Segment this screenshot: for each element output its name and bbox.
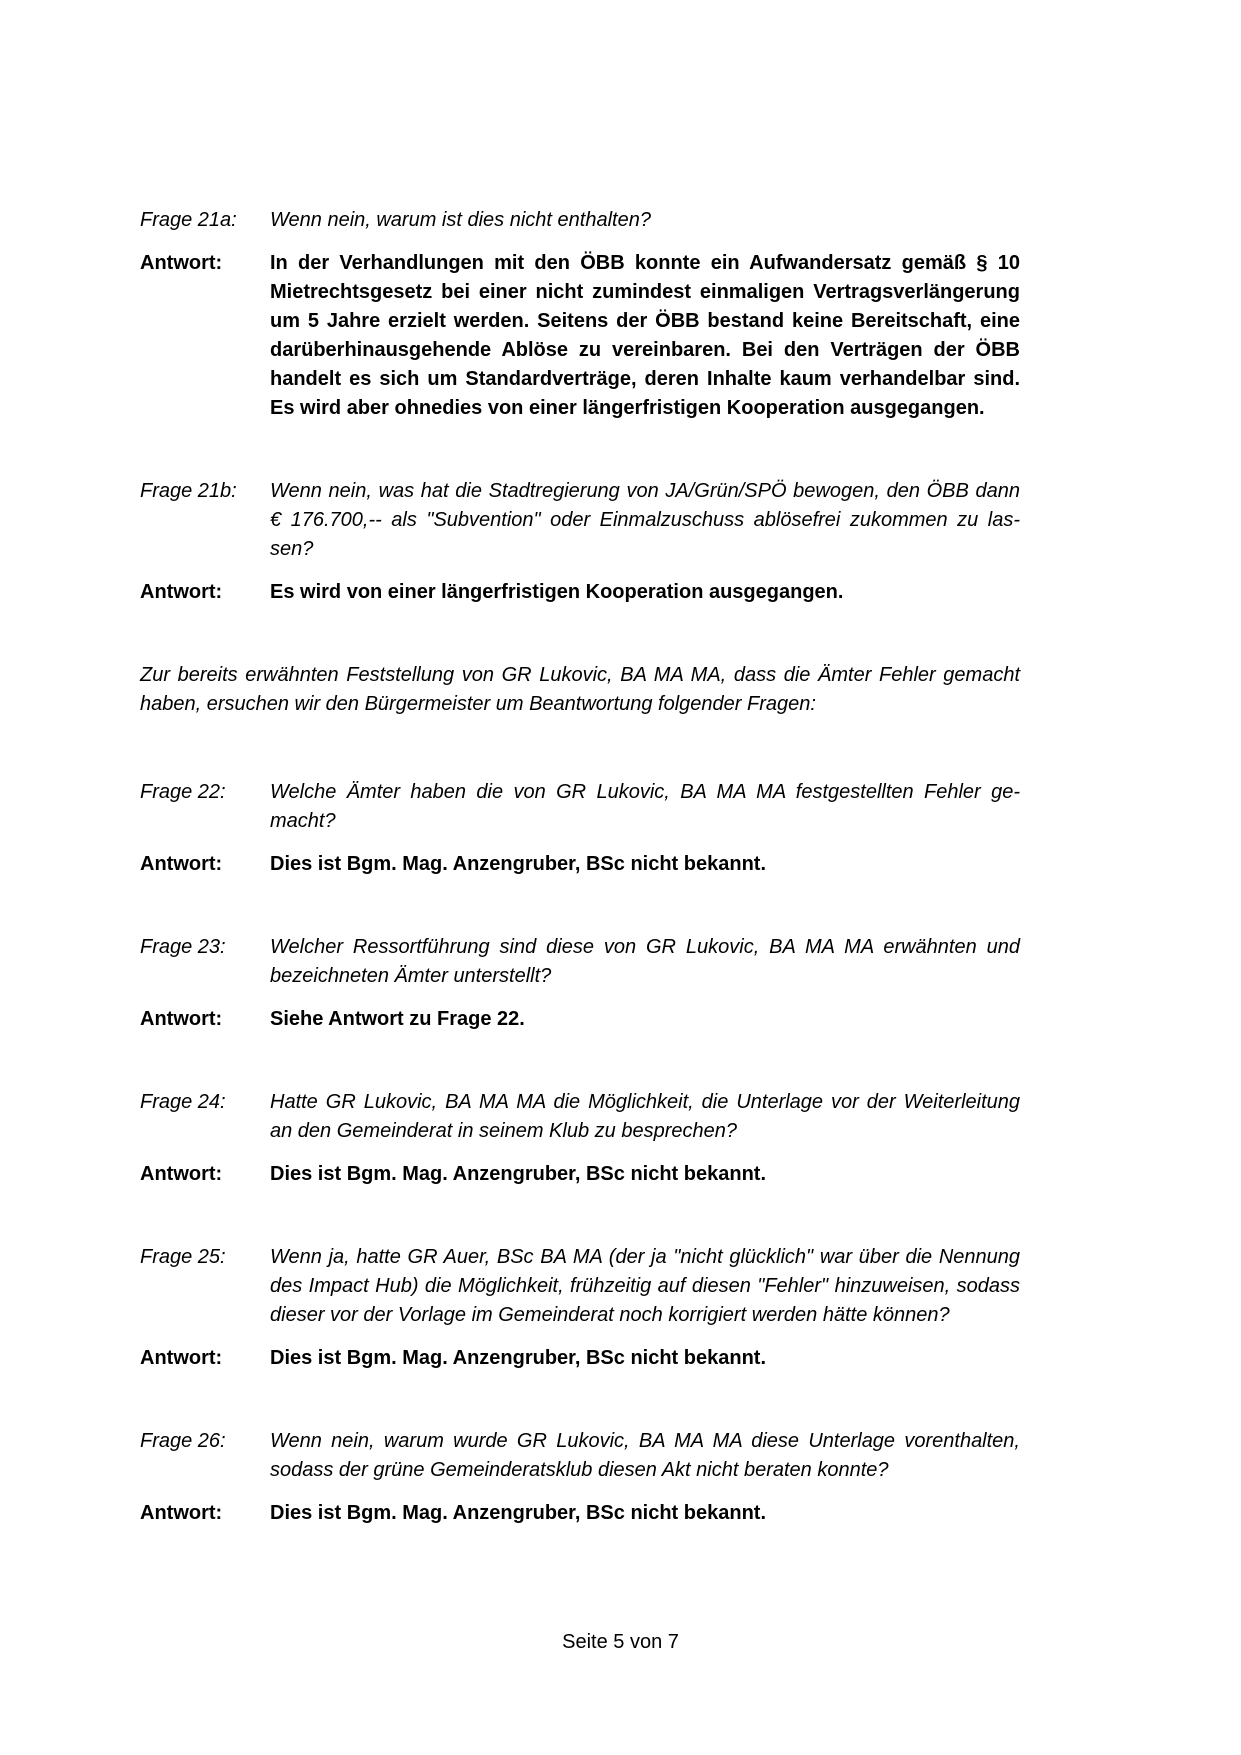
text-line: Dies ist Bgm. Mag. Anzengruber, BSc nicht bekannt. xyxy=(270,1163,767,1185)
question-label: Frage 22: xyxy=(140,781,226,803)
answer-text xyxy=(270,1160,1020,1189)
intro-paragraph xyxy=(140,661,1020,719)
text-line: sen? xyxy=(270,538,314,560)
qa-row xyxy=(140,1088,1020,1146)
answer-label: Antwort: xyxy=(140,1163,223,1185)
qa-row xyxy=(140,778,1020,836)
text-line: macht? xyxy=(270,810,336,832)
text-line: Mietrechtsgesetz bei einer nicht zumindest einmaligen Vertragsverlängerung xyxy=(270,281,1020,303)
text-line: handelt es sich um Standardverträge, deren Inhalte kaum verhandelbar sind. xyxy=(270,368,1020,390)
text-line: dieser vor der Vorlage im Gemeinderat noch korrigiert werden hätte können? xyxy=(270,1304,950,1326)
text-line: sodass der grüne Gemeinderatsklub diesen Akt nicht beraten konnte? xyxy=(270,1459,889,1481)
qa-row xyxy=(140,1344,1020,1373)
answer-label: Antwort: xyxy=(140,252,223,274)
question-text xyxy=(140,661,1020,719)
answer-label: Antwort: xyxy=(140,1008,223,1030)
text-line: Wenn nein, warum wurde GR Lukovic, BA MA MA diese Unterlage vorenthalten, xyxy=(270,1430,1020,1452)
question-label: Frage 25: xyxy=(140,1246,226,1268)
qa-row xyxy=(140,933,1020,991)
text-line: Hatte GR Lukovic, BA MA MA die Möglichkeit, die Unterlage vor der Weiterleitung xyxy=(270,1091,1020,1113)
qa-row xyxy=(140,1427,1020,1485)
text-line: Dies ist Bgm. Mag. Anzengruber, BSc nicht bekannt. xyxy=(270,1347,767,1369)
question-text xyxy=(270,206,1020,235)
text-line: Dies ist Bgm. Mag. Anzengruber, BSc nicht bekannt. xyxy=(270,853,767,875)
text-line: Welcher Ressortführung sind diese von GR Lukovic, BA MA MA erwähnten und xyxy=(270,936,1020,958)
question-label: Frage 21a: xyxy=(140,209,237,231)
text-line: an den Gemeinderat in seinem Klub zu besprechen? xyxy=(270,1120,737,1142)
text-line: um 5 Jahre erzielt werden. Seitens der ÖBB bestand keine Bereitschaft, eine xyxy=(270,310,1020,332)
text-line: Wenn nein, warum ist dies nicht enthalten? xyxy=(270,209,651,231)
text-line: des Impact Hub) die Möglichkeit, frühzeitig auf diesen "Fehler" hinzuweisen, sodass xyxy=(270,1275,1020,1297)
qa-row xyxy=(140,477,1020,564)
text-line: Wenn nein, was hat die Stadtregierung von JA/Grün/SPÖ bewogen, den ÖBB dann xyxy=(270,480,1020,502)
answer-label: Antwort: xyxy=(140,1347,223,1369)
answer-text xyxy=(270,850,1020,879)
question-text xyxy=(270,933,1020,991)
text-line: haben, ersuchen wir den Bürgermeister um Beantwortung folgender Fragen: xyxy=(140,693,816,715)
question-label: Frage 24: xyxy=(140,1091,226,1113)
question-text xyxy=(270,1427,1020,1485)
answer-text xyxy=(270,1005,1020,1034)
text-line: Es wird aber ohnedies von einer längerfristigen Kooperation ausgegangen. xyxy=(270,397,985,419)
answer-text xyxy=(270,1344,1020,1373)
text-line: In der Verhandlungen mit den ÖBB konnte ein Aufwandersatz gemäß § 10 xyxy=(270,252,1020,274)
answer-text xyxy=(270,1499,1020,1528)
text-line: bezeichneten Ämter unterstellt? xyxy=(270,965,552,987)
question-label: Frage 23: xyxy=(140,936,226,958)
text-line: Dies ist Bgm. Mag. Anzengruber, BSc nicht bekannt. xyxy=(270,1502,767,1524)
qa-row xyxy=(140,850,1020,879)
answer-text xyxy=(270,249,1020,423)
answer-label: Antwort: xyxy=(140,1502,223,1524)
text-line: Wenn ja, hatte GR Auer, BSc BA MA (der ja "nicht glücklich" war über die Nennung xyxy=(270,1246,1020,1268)
text-line: Zur bereits erwähnten Feststellung von GR Lukovic, BA MA MA, dass die Ämter Fehler gemacht xyxy=(140,664,1020,686)
text-line: Welche Ämter haben die von GR Lukovic, BA MA MA festgestellten Fehler ge- xyxy=(270,781,1020,803)
page-footer xyxy=(0,1628,1241,1657)
qa-row xyxy=(140,1160,1020,1189)
text-line: € 176.700,-- als "Subvention" oder Einmalzuschuss ablösefrei zukommen zu las- xyxy=(270,509,1020,531)
answer-label: Antwort: xyxy=(140,853,223,875)
text-line: darüberhinausgehende Ablöse zu vereinbaren. Bei den Verträgen der ÖBB xyxy=(270,339,1020,361)
qa-row xyxy=(140,1243,1020,1330)
question-label: Frage 26: xyxy=(140,1430,226,1452)
question-label: Frage 21b: xyxy=(140,480,237,502)
page-number: Seite 5 von 7 xyxy=(562,1631,679,1653)
qa-row xyxy=(140,1499,1020,1528)
qa-row xyxy=(140,249,1020,423)
question-text xyxy=(270,1088,1020,1146)
qa-row xyxy=(140,206,1020,235)
text-line: Siehe Antwort zu Frage 22. xyxy=(270,1008,525,1030)
qa-section xyxy=(140,206,1020,1582)
question-text xyxy=(270,1243,1020,1330)
qa-row xyxy=(140,578,1020,607)
answer-text xyxy=(270,578,1020,607)
question-text xyxy=(270,778,1020,836)
text-line: Es wird von einer längerfristigen Kooperation ausgegangen. xyxy=(270,581,844,603)
answer-label: Antwort: xyxy=(140,581,223,603)
question-text xyxy=(270,477,1020,564)
qa-row xyxy=(140,1005,1020,1034)
